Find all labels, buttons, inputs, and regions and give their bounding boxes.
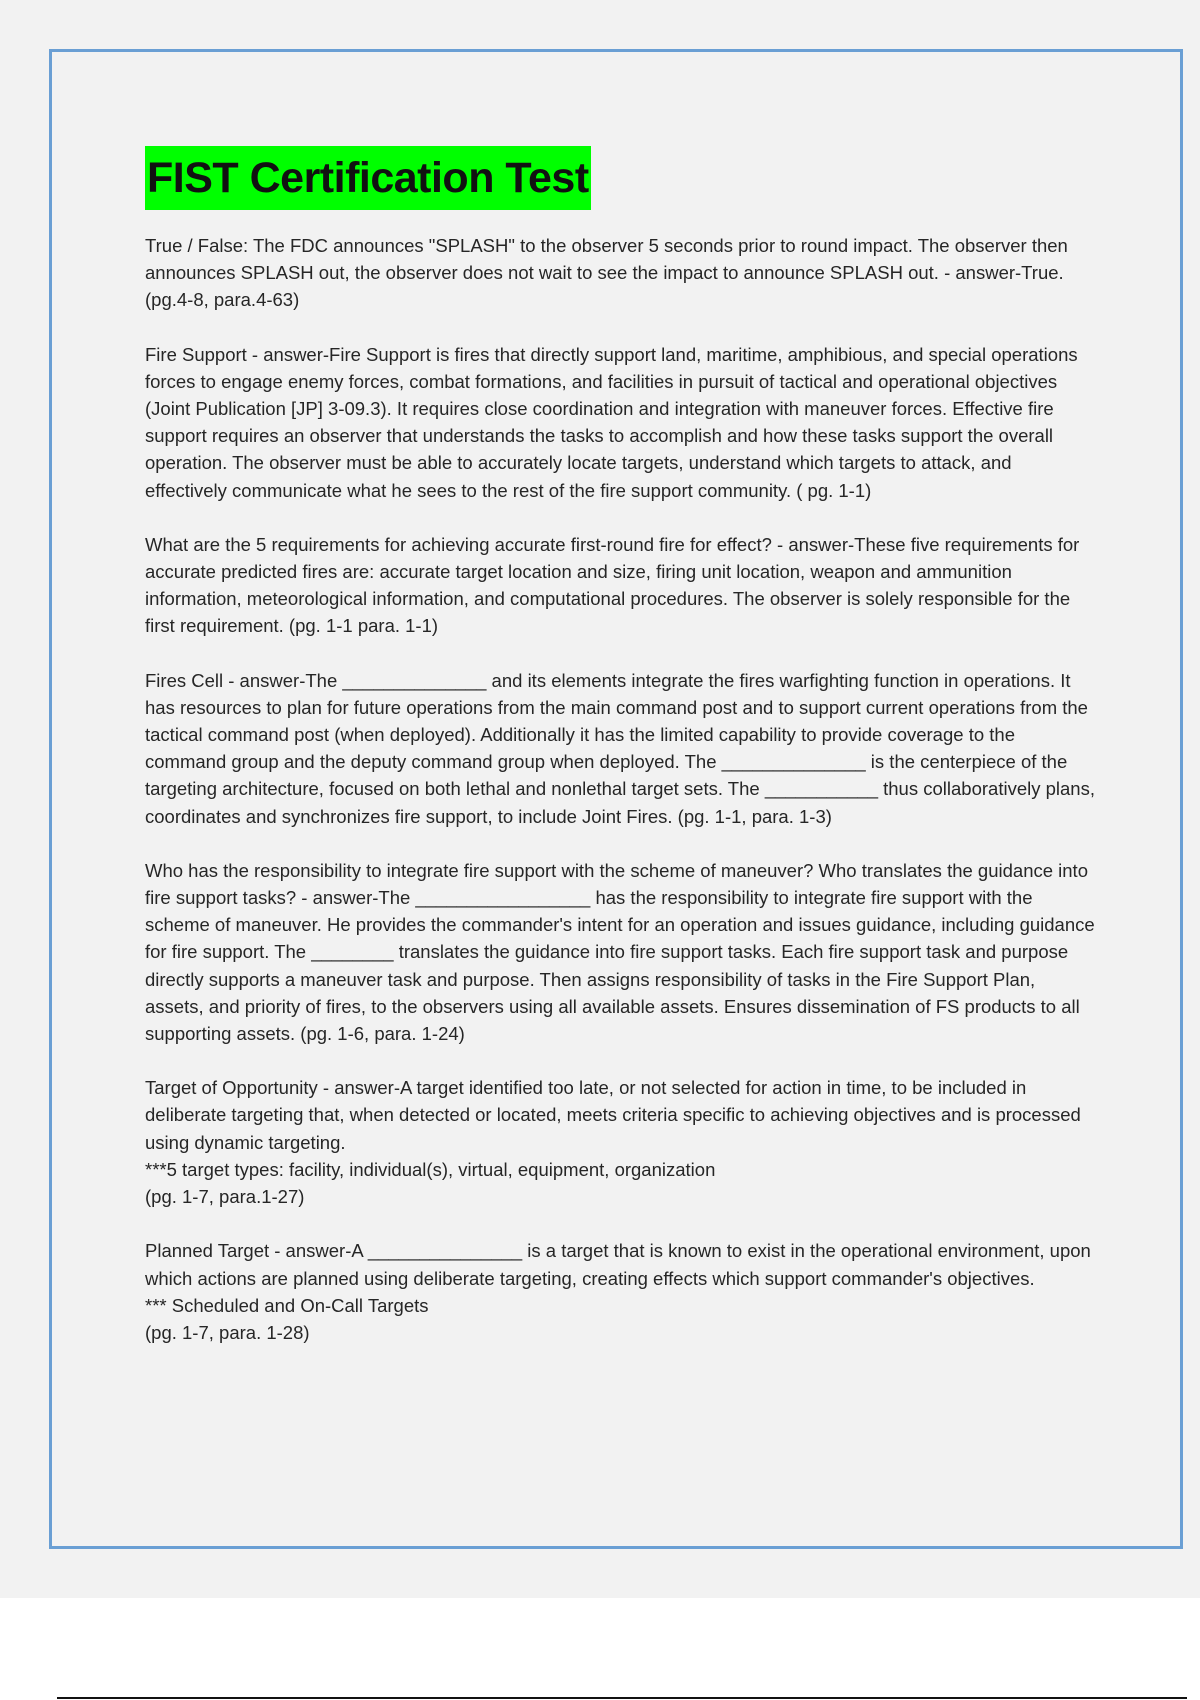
qa-entry-fire-support: Fire Support - answer-Fire Support is fires that directly support land, maritime, amphibious, and special operations forces to engage enemy forces, combat formations, and facilities in pursuit of tactical and operational objectives (Joint Publication [JP] 3-09.3). It requires close coordination and integration with maneuver forces. Effective fire support requires an observer that understands the tasks to accomplish and how these tasks support the overall operation. The observer must be able to accurately locate targets, understand which targets to attack, and effectively communicate what he sees to the rest of the fire support community. ( pg. 1-1) bbox=[145, 343, 1078, 501]
qa-entry-splash: True / False: The FDC announces "SPLASH" to the observer 5 seconds prior to round impact. The observer then announces SPLASH out, the observer does not wait to see the impact to announce SPLASH out. - answer-True. (pg.4-8, para.4-63) bbox=[145, 235, 1068, 311]
qa-entry-integration-responsibility: Who has the responsibility to integrate fire support with the scheme of maneuver? Who translates the guidance into fire support tasks? - answer-The _________________ has the responsibility to integrate fire support with the scheme of maneuver. He provides the commander's intent for an operation and issues guidance, including guidance for fire support. The ________ translates the guidance into fire support tasks. Each fire support task and purpose directly supports a maneuver task and purpose. Then assigns responsibility of tasks in the Fire Support Plan, assets, and priority of fires, to the observers using all available assets. Ensures dissemination of FS products to all supporting assets. (pg. 1-6, para. 1-24) bbox=[145, 859, 1095, 1045]
qa-entry-fires-cell: Fires Cell - answer-The ______________ and its elements integrate the fires warfighting function in operations. It has resources to plan for future operations from the main command post and to support current operations from the tactical command post (when deployed). Additionally it has the limited capability to provide coverage to the command group and the deputy command group when deployed. The ______________ is the centerpiece of the targeting architecture, focused on both lethal and nonlethal target sets. The ___________ thus collaboratively plans, coordinates and synchronizes fire support, to include Joint Fires. (pg. 1-1, para. 1-3) bbox=[145, 669, 1095, 827]
qa-entry-planned-target: Planned Target - answer-A _______________ is a target that is known to exist in the operational environment, upon which actions are planned using deliberate targeting, creating effects which support commander's objectives. *** Scheduled and On-Call Targets (pg. 1-7, para. 1-28) bbox=[145, 1240, 1091, 1343]
document-body bbox=[145, 146, 1095, 1373]
page-bottom-rule bbox=[57, 1697, 1187, 1699]
qa-entry-five-requirements: What are the 5 requirements for achieving accurate first-round fire for effect? - answer-These five requirements for accurate predicted fires are: accurate target location and size, firing unit location, weapon and ammunition information, meteorological information, and computational procedures. The observer is solely responsible for the first requirement. (pg. 1-1 para. 1-1) bbox=[145, 533, 1080, 637]
document-title: FIST Certification Test bbox=[145, 146, 591, 210]
qa-entry-target-of-opportunity: Target of Opportunity - answer-A target identified too late, or not selected for action in time, to be included in deliberate targeting that, when detected or located, meets criteria specific to achieving objectives and is processed using dynamic targeting. ***5 target types: facility, individual(s), virtual, equipment, organization (pg. 1-7, para.1-27) bbox=[145, 1077, 1081, 1208]
